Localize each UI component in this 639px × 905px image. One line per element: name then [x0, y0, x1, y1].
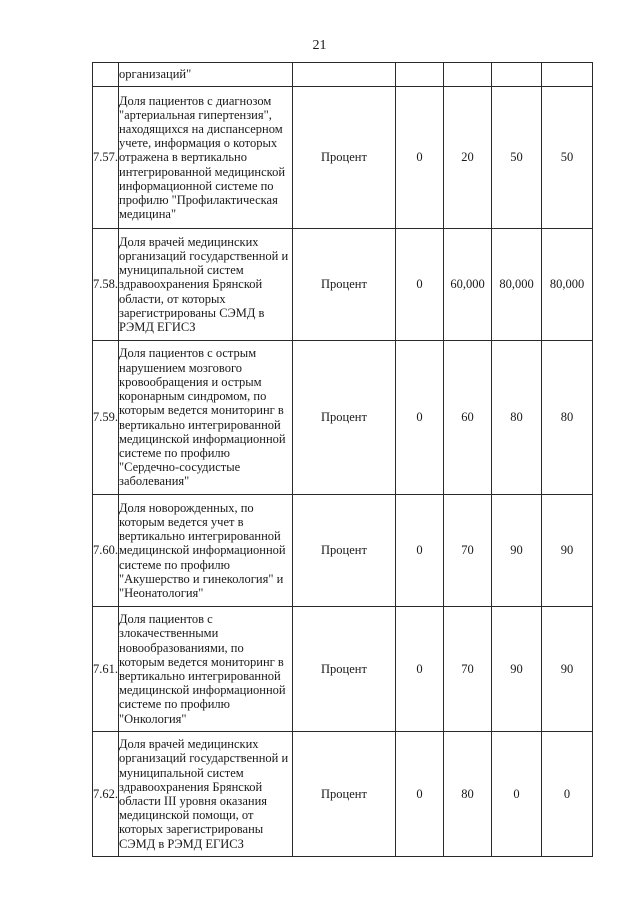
unit-cell: Процент: [293, 495, 396, 607]
unit-cell: Процент: [293, 87, 396, 229]
value-cell-4: 90: [542, 495, 593, 607]
value-cell-2: 70: [444, 495, 492, 607]
table-row: [93, 495, 593, 607]
row-number: 7.58.: [93, 229, 119, 341]
value-cell-4: 0: [542, 732, 593, 857]
value-cell-3: 0: [492, 732, 542, 857]
value-cell-1: 0: [396, 495, 444, 607]
unit-cell: Процент: [293, 229, 396, 341]
value-cell-3: 80,000: [492, 229, 542, 341]
value-cell-1: 0: [396, 607, 444, 732]
table-row: [93, 229, 593, 341]
table-row: [93, 87, 593, 229]
value-cell-3: 90: [492, 495, 542, 607]
unit-cell: Процент: [293, 341, 396, 495]
indicator-name: Доля пациентов с диагнозом "артериальная гипертензия", находящихся на диспансерном учете, информация о которых отражена в вертикально интегрированной медицинской информационной системе по профилю "Профилактическая медицина": [119, 87, 293, 229]
value-cell-4: [542, 63, 593, 87]
value-cell-3: 90: [492, 607, 542, 732]
indicator-name: Доля врачей медицинских организаций государственной и муниципальной систем здравоохранения Брянской области III уровня оказания медицинской помощи, от которых зарегистрированы СЭМД в РЭМД ЕГИСЗ: [119, 732, 293, 857]
row-number: 7.61.: [93, 607, 119, 732]
indicator-name: Доля пациентов с острым нарушением мозгового кровообращения и острым коронарным синдромом, по которым ведется мониторинг в вертикально интегрированной медицинской информационной системе по профилю "Сердечно-сосудистые заболевания": [119, 341, 293, 495]
unit-cell: Процент: [293, 607, 396, 732]
value-cell-2: [444, 63, 492, 87]
value-cell-1: 0: [396, 229, 444, 341]
value-cell-1: 0: [396, 732, 444, 857]
unit-cell: [293, 63, 396, 87]
indicator-name: организаций": [119, 63, 293, 87]
indicator-name: Доля врачей медицинских организаций государственной и муниципальной систем здравоохранения Брянской области, от которых зарегистрированы СЭМД в РЭМД ЕГИСЗ: [119, 229, 293, 341]
row-number: 7.57.: [93, 87, 119, 229]
value-cell-4: 80,000: [542, 229, 593, 341]
value-cell-3: 50: [492, 87, 542, 229]
value-cell-2: 60: [444, 341, 492, 495]
value-cell-2: 20: [444, 87, 492, 229]
unit-cell: Процент: [293, 732, 396, 857]
indicator-name: Доля новорожденных, по которым ведется учет в вертикально интегрированной медицинской информационной системе по профилю "Акушерство и гинекология" и "Неонатология": [119, 495, 293, 607]
indicator-name: Доля пациентов с злокачественными новообразованиями, по которым ведется мониторинг в вертикально интегрированной медицинской информационной системе по профилю "Онкология": [119, 607, 293, 732]
table-row: [93, 732, 593, 857]
value-cell-2: 80: [444, 732, 492, 857]
row-number: [93, 63, 119, 87]
table-row: [93, 341, 593, 495]
indicators-table: [92, 62, 593, 857]
row-number: 7.62.: [93, 732, 119, 857]
value-cell-4: 50: [542, 87, 593, 229]
value-cell-1: 0: [396, 341, 444, 495]
row-number: 7.60.: [93, 495, 119, 607]
value-cell-2: 70: [444, 607, 492, 732]
table-row: [93, 63, 593, 87]
value-cell-4: 80: [542, 341, 593, 495]
page-number: 21: [312, 38, 327, 53]
value-cell-3: 80: [492, 341, 542, 495]
row-number: 7.59.: [93, 341, 119, 495]
value-cell-1: 0: [396, 87, 444, 229]
value-cell-1: [396, 63, 444, 87]
value-cell-3: [492, 63, 542, 87]
table-row: [93, 607, 593, 732]
value-cell-4: 90: [542, 607, 593, 732]
value-cell-2: 60,000: [444, 229, 492, 341]
